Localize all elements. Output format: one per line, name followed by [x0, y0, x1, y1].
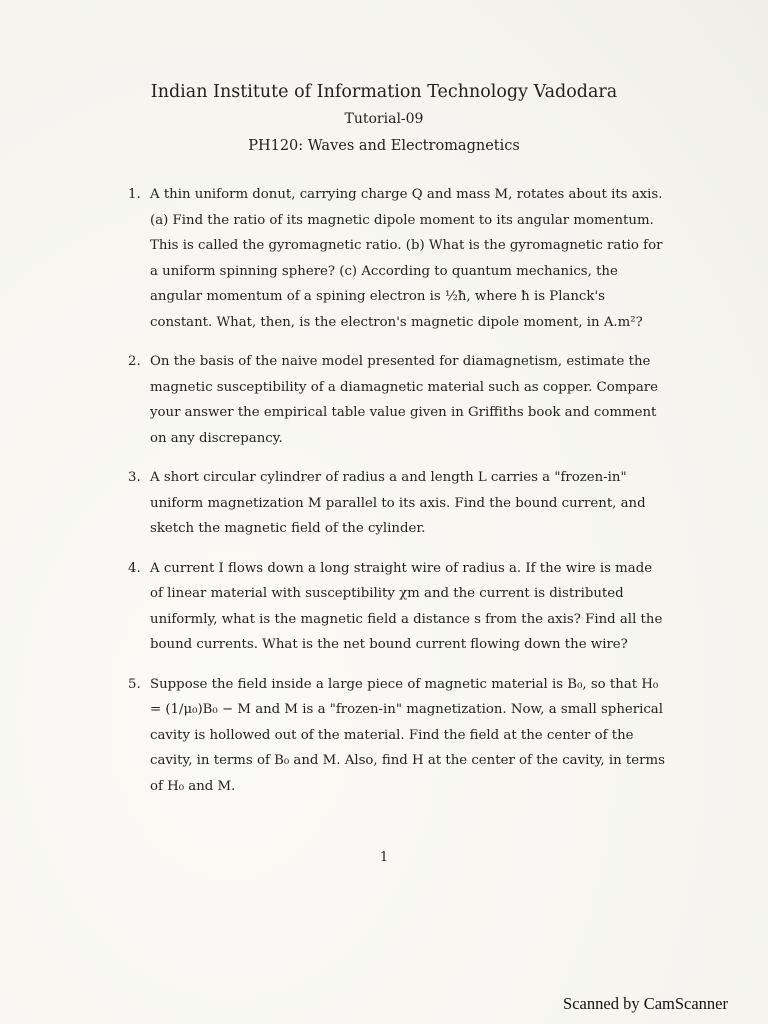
question-list: [128, 182, 668, 813]
question-item: [128, 349, 668, 451]
question-number: 2.: [128, 354, 141, 369]
question-text: On the basis of the naive model presented for diamagnetism, estimate the magnetic susceptibility of a diamagnetic material such as copper. Compare your answer the empirical table value given in Griffiths book and comment on any discrepancy.: [150, 354, 659, 446]
question-item: [128, 182, 668, 335]
page-number: 1: [379, 850, 389, 865]
question-number: 1.: [128, 187, 141, 202]
question-number: 3.: [128, 470, 141, 485]
question-text: A short circular cylindrer of radius a and length L carries a "frozen-in" uniform magnetization M parallel to its axis. Find the bound current, and sketch the magnetic field of the cylinder.: [150, 470, 646, 536]
tutorial-title: Tutorial-09: [344, 111, 424, 127]
question-number: 5.: [128, 676, 141, 692]
question-number: 4.: [128, 560, 141, 576]
question-item: [128, 556, 668, 658]
institute-title: Indian Institute of Information Technology Vadodara: [150, 82, 618, 102]
course-title: PH120: Waves and Electromagnetics: [248, 138, 520, 154]
question-text: A current I flows down a long straight wire of radius a. If the wire is made of linear material with susceptibility χm and the current is distributed uniformly, what is the magnetic field a distance s from the axis? Find all the bound currents. What is the net bound current flowing down the wire?: [150, 560, 663, 652]
question-item: [128, 672, 668, 800]
question-item: [128, 465, 668, 542]
question-text: Suppose the field inside a large piece of magnetic material is B₀, so that H₀ = (1/μ₀)B₀ − M and M is a "frozen-in" magnetization. Now, a small spherical cavity is hollowed out of the material. Find the field at the center of the cavity, in terms of B₀ and M. Also, find H at the center of the cavity, in terms of H₀ and M.: [150, 676, 665, 794]
scanner-watermark: Scanned by CamScanner: [563, 994, 728, 1013]
question-text: A thin uniform donut, carrying charge Q and mass M, rotates about its axis. (a) Find the ratio of its magnetic dipole moment to its angular momentum. This is called the gyromagnetic ratio. (b) What is the gyromagnetic ratio for a uniform spinning sphere? (c) According to quantum mechanics, the angular momentum of a spining electron is ½ħ, where ħ is Planck's constant. What, then, is the electron's magnetic dipole moment, in A.m²?: [150, 187, 663, 330]
